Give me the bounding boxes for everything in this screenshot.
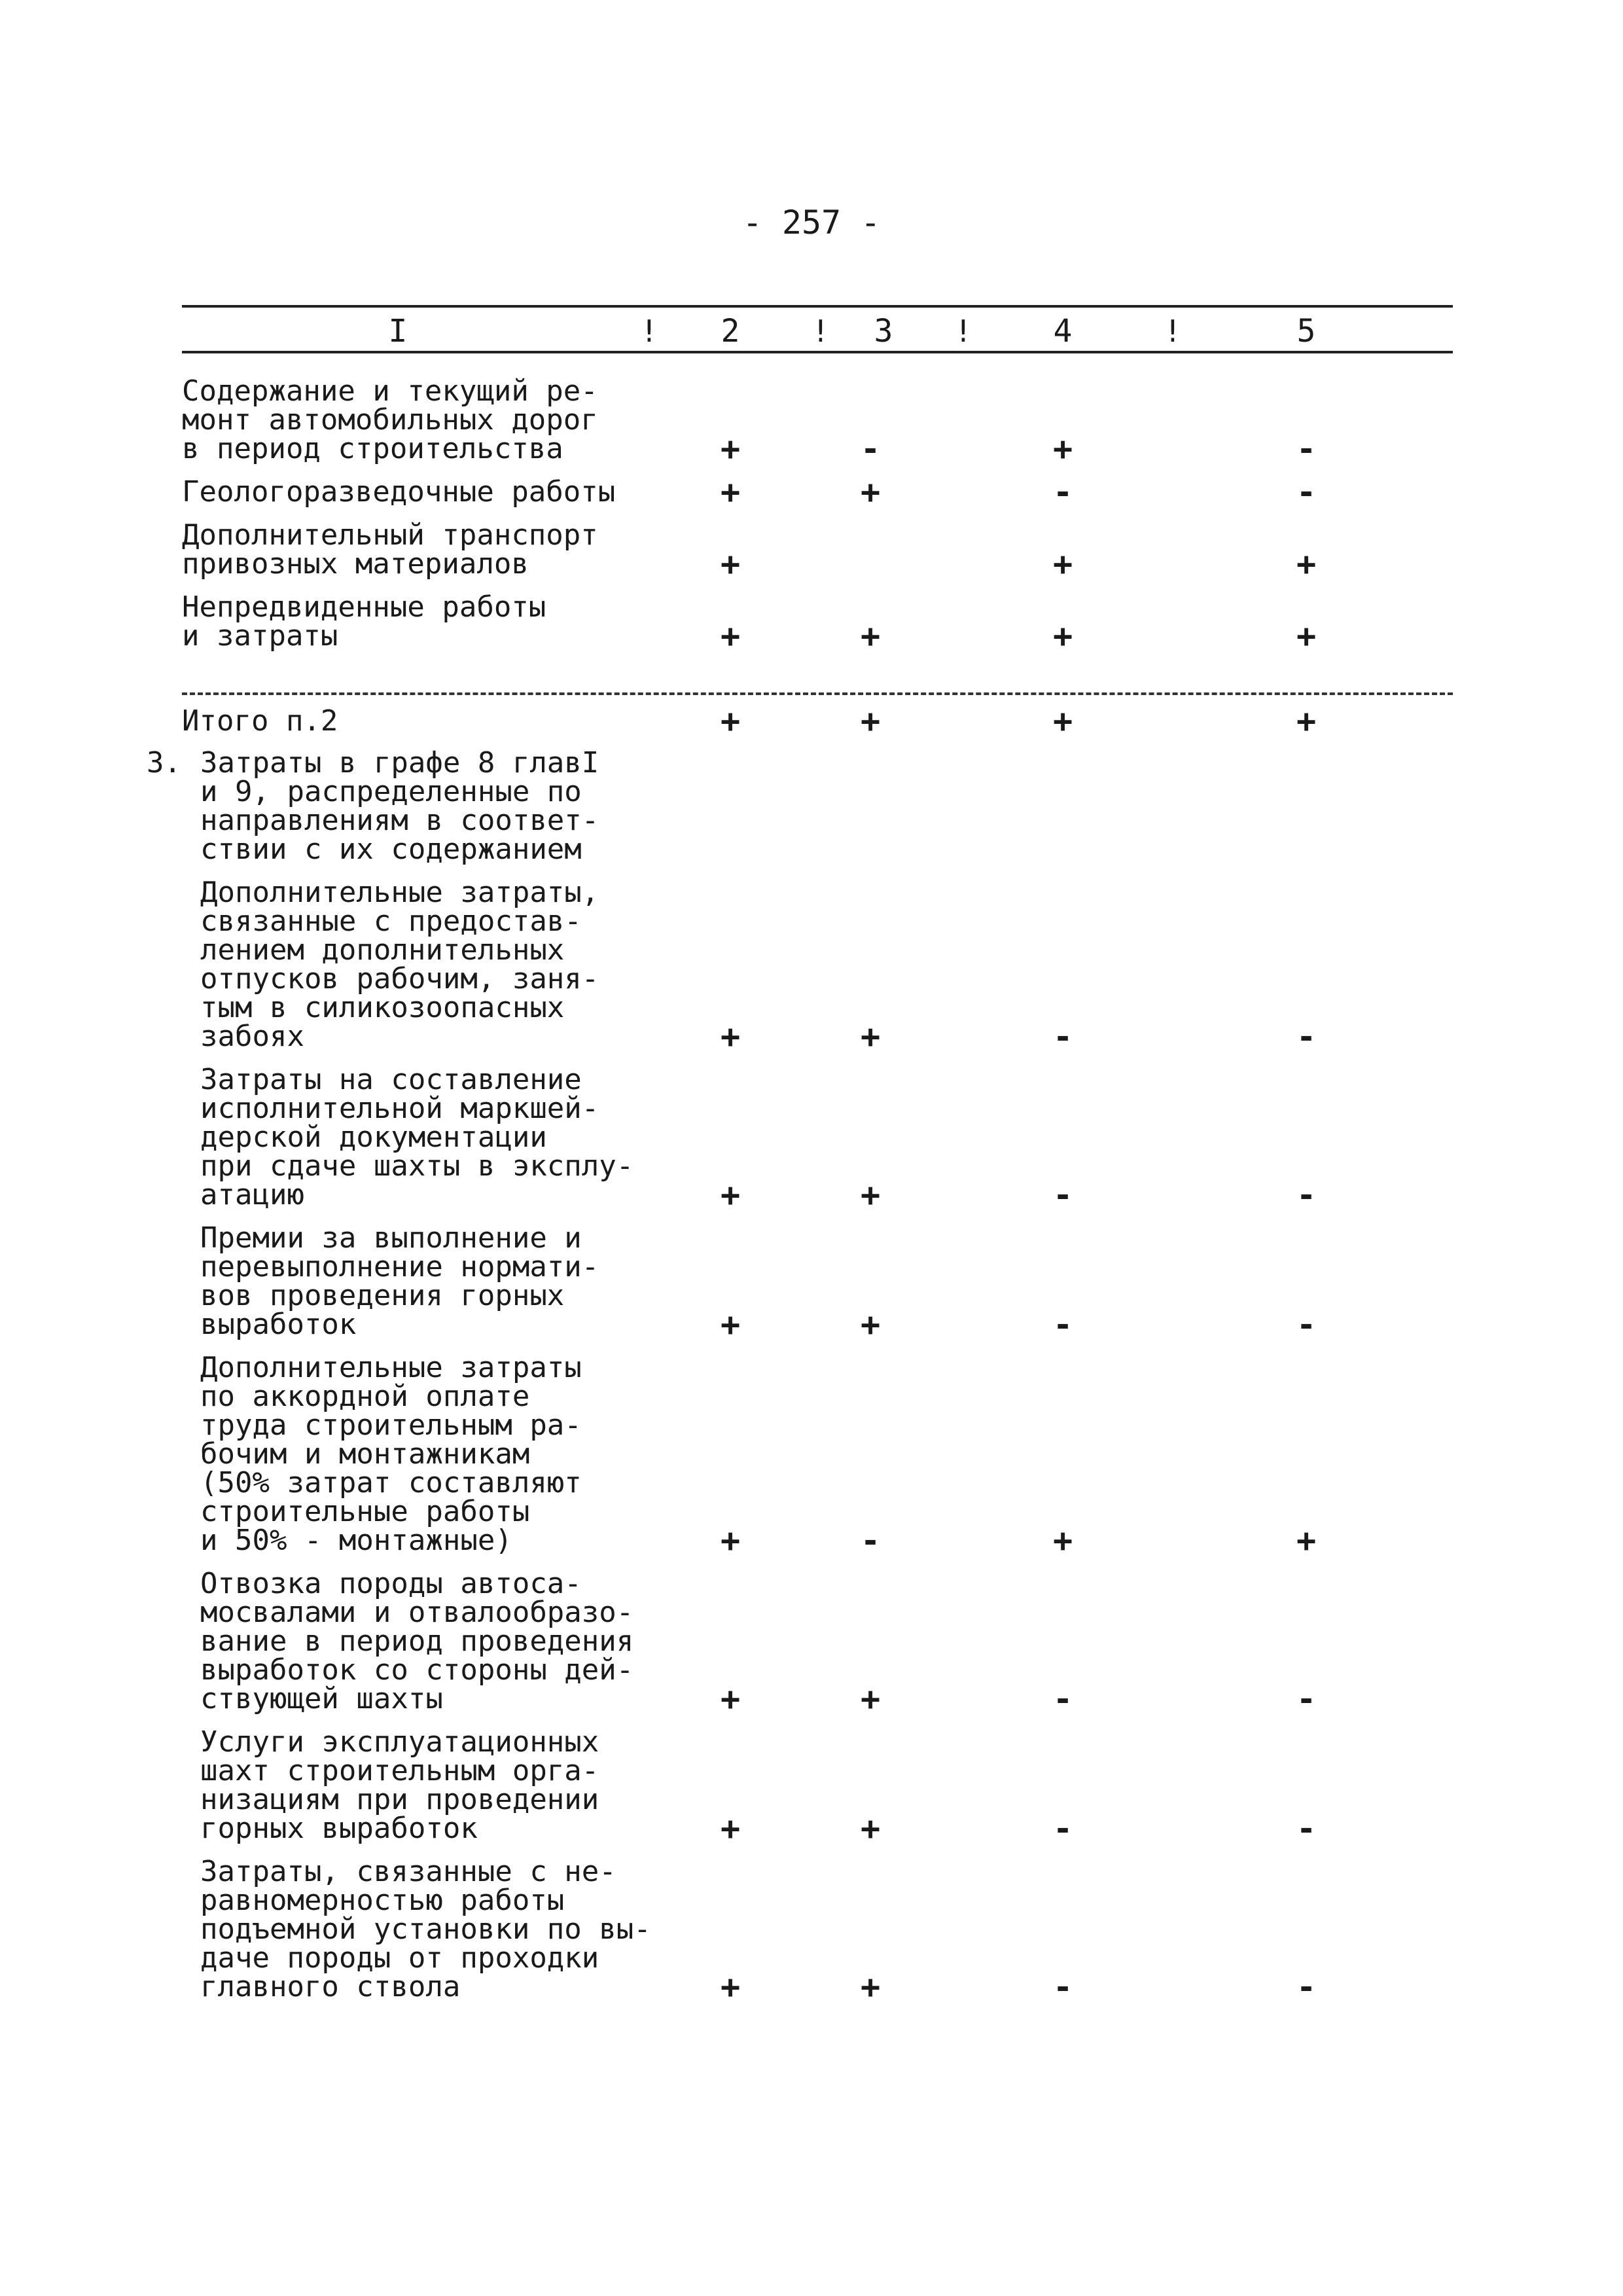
row-text-line: забоях (200, 1020, 304, 1053)
row-text-line: выработок (200, 1308, 357, 1341)
header-col-1: I (388, 313, 408, 350)
row-text-line: низациям при проведении (200, 1783, 599, 1816)
row-text-line: отпусков рабочим, заня- (200, 962, 599, 996)
row-text-line: связанные с предостав- (200, 905, 582, 938)
mark-col-3: + (860, 473, 881, 511)
row-text-line: атацию (200, 1178, 304, 1211)
row-text-line: дерской документации (200, 1121, 547, 1154)
mark-col-4: - (1052, 1968, 1073, 2006)
mark-col-3: + (860, 702, 881, 740)
table-top-rule (182, 305, 1453, 308)
mark-col-2: + (720, 702, 741, 740)
header-separator: ! (640, 314, 658, 349)
row-text-line: главного ствола (200, 1970, 461, 2003)
header-separator: ! (954, 314, 972, 349)
mark-col-5: + (1296, 545, 1317, 583)
row-text-line: даче породы от проходки (200, 1941, 599, 1975)
mark-col-2: + (720, 617, 741, 655)
row-text-line: и затраты (182, 619, 338, 653)
header-col-4: 4 (1053, 313, 1073, 350)
row-text-line: Затраты на составление (200, 1063, 582, 1096)
header-col-5: 5 (1296, 313, 1316, 350)
mark-col-3: + (860, 1176, 881, 1214)
row-text-line: труда строительным ра- (200, 1408, 582, 1442)
table-header-rule (182, 351, 1453, 353)
mark-col-3: + (860, 1680, 881, 1718)
mark-col-3: + (860, 1810, 881, 1848)
mark-col-5: - (1296, 1306, 1317, 1344)
row-text-line: Услуги эксплуатационных (200, 1725, 599, 1759)
mark-col-3: + (860, 617, 881, 655)
mark-col-3: - (860, 430, 881, 468)
mark-col-2: + (720, 430, 741, 468)
mark-col-5: - (1296, 430, 1317, 468)
mark-col-3: + (860, 1018, 881, 1056)
mark-col-4: - (1052, 1018, 1073, 1056)
mark-col-4: - (1052, 1306, 1073, 1344)
row-text-line: горных выработок (200, 1812, 478, 1845)
row-text-line: Геологоразведочные работы (182, 475, 616, 509)
mark-col-4: - (1052, 1680, 1073, 1718)
table-header (182, 313, 1453, 350)
row-text-line: Непредвиденные работы (182, 590, 546, 624)
row-text-line: Дополнительные затраты, (200, 876, 599, 909)
row-text-line: Затраты в графе 8 главI (200, 746, 599, 780)
mark-col-5: - (1296, 473, 1317, 511)
row-text-line: строительные работы (200, 1495, 530, 1528)
row-text-line: по аккордной оплате (200, 1380, 530, 1413)
row-text-line: Содержание и текущий ре- (182, 374, 598, 408)
row-text-line: шахт строительным орга- (200, 1754, 599, 1787)
mark-col-5: + (1296, 617, 1317, 655)
mark-col-4: + (1052, 617, 1073, 655)
mark-col-4: - (1052, 1810, 1073, 1848)
mark-col-2: + (720, 1306, 741, 1344)
mark-col-3: + (860, 1306, 881, 1344)
mark-col-4: + (1052, 545, 1073, 583)
row-text-line: бочим и монтажникам (200, 1437, 530, 1471)
row-text-line: выработок со стороны дей- (200, 1653, 634, 1687)
mark-col-5: + (1296, 1522, 1317, 1560)
row-text-line: Дополнительные затраты (200, 1351, 582, 1384)
row-text-line: вов проведения горных (200, 1279, 565, 1312)
row-text-line: Отвозка породы автоса- (200, 1567, 582, 1600)
header-separator: ! (812, 314, 830, 349)
mark-col-2: + (720, 473, 741, 511)
mark-col-2: + (720, 1680, 741, 1718)
mark-col-4: - (1052, 1176, 1073, 1214)
row-text-line: вание в период проведения (200, 1624, 634, 1658)
row-text-line: Дополнительный транспорт (182, 518, 598, 552)
row-text-line: тым в силикозоопасных (200, 991, 565, 1024)
row-text-line: привозных материалов (182, 547, 529, 581)
header-separator: ! (1164, 314, 1182, 349)
row-text-line: равномерностью работы (200, 1884, 565, 1917)
row-text-line: в период строительства (182, 432, 563, 465)
page-number: - 257 - (742, 204, 881, 242)
row-text-line: подъемной установки по вы- (200, 1912, 651, 1946)
mark-col-4: + (1052, 702, 1073, 740)
mark-col-2: + (720, 1968, 741, 2006)
row-text-line: исполнительной маркшей- (200, 1092, 599, 1125)
row-text-line: ствующей шахты (200, 1682, 443, 1715)
row-text-line: монт автомобильных дорог (182, 403, 598, 437)
mark-col-4: + (1052, 430, 1073, 468)
mark-col-4: + (1052, 1522, 1073, 1560)
mark-col-2: + (720, 1810, 741, 1848)
subtotal-rule (182, 692, 1453, 695)
mark-col-2: + (720, 545, 741, 583)
section-number: 3. (147, 746, 181, 780)
header-col-3: 3 (874, 313, 893, 350)
header-col-2: 2 (721, 313, 740, 350)
mark-col-4: - (1052, 473, 1073, 511)
row-text-line: перевыполнение нормати- (200, 1250, 599, 1283)
row-text-line: и 50% - монтажные) (200, 1524, 512, 1557)
row-text-line: ствии с их содержанием (200, 833, 582, 866)
mark-col-5: - (1296, 1018, 1317, 1056)
mark-col-2: + (720, 1018, 741, 1056)
mark-col-2: + (720, 1176, 741, 1214)
row-text-line: Премии за выполнение и (200, 1221, 582, 1255)
mark-col-5: - (1296, 1810, 1317, 1848)
mark-col-3: - (860, 1522, 881, 1560)
mark-col-2: + (720, 1522, 741, 1560)
mark-col-5: - (1296, 1680, 1317, 1718)
mark-col-5: + (1296, 702, 1317, 740)
row-text-line: мосвалами и отвалообразо- (200, 1596, 634, 1629)
row-text-line: направлениям в соответ- (200, 804, 599, 837)
row-text-line: лением дополнительных (200, 933, 565, 967)
mark-col-5: - (1296, 1968, 1317, 2006)
row-text-line: Затраты, связанные с не- (200, 1855, 616, 1888)
row-text-line: при сдаче шахты в эксплу- (200, 1149, 634, 1183)
mark-col-3: + (860, 1968, 881, 2006)
row-text-line: Итого п.2 (182, 704, 338, 738)
row-text-line: (50% затрат составляют (200, 1466, 582, 1499)
row-text-line: и 9, распределенные по (200, 775, 582, 808)
mark-col-5: - (1296, 1176, 1317, 1214)
